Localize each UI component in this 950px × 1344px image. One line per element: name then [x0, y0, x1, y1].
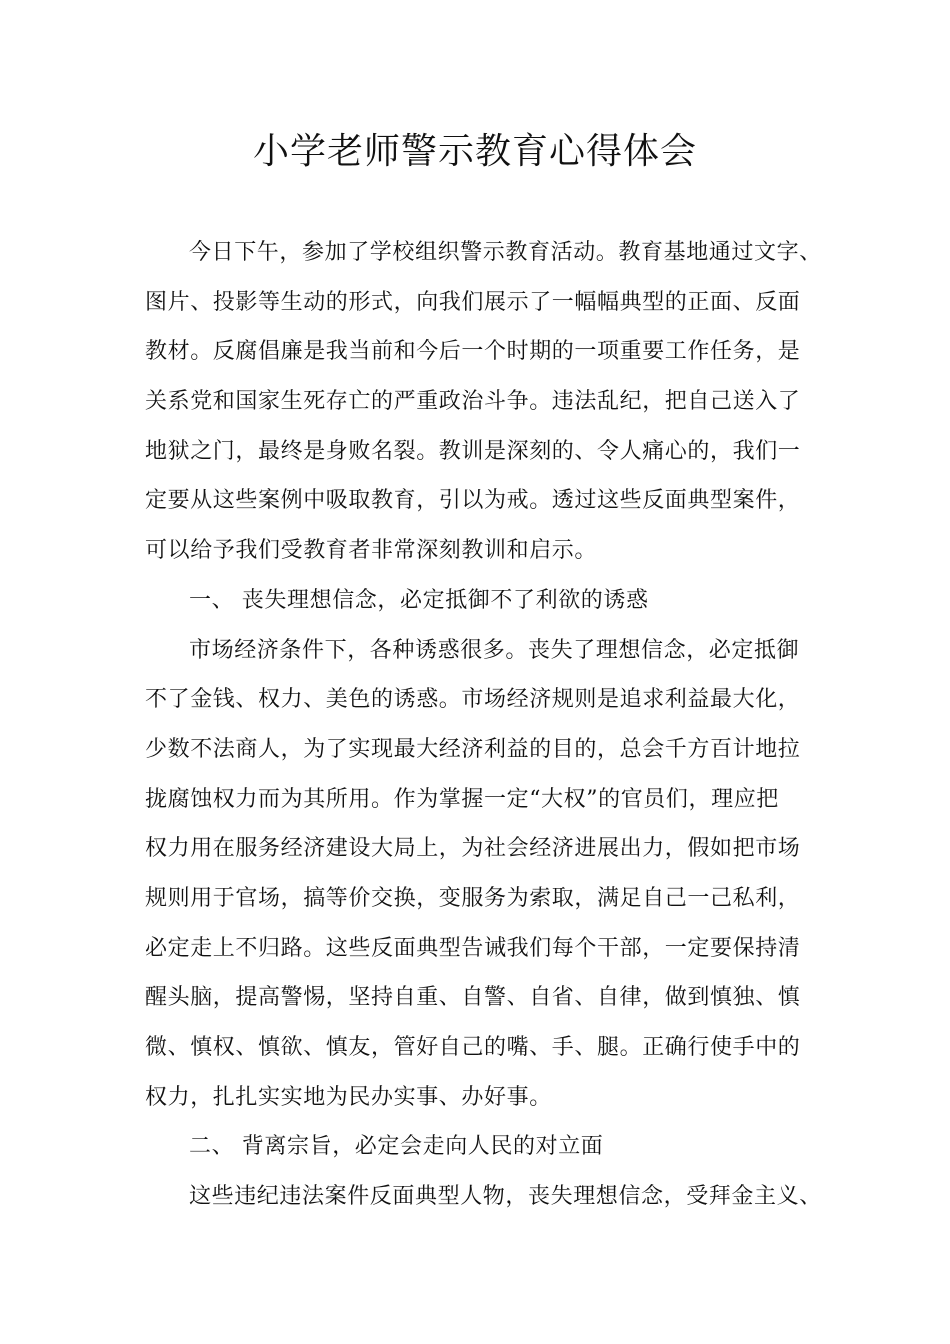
paragraph-line: 权力用在服务经济建设大局上，为社会经济进展出力，假如把市场	[145, 836, 801, 862]
paragraph-line: 地狱之门，最终是身败名裂。教训是深刻的、令人痛心的，我们一	[145, 438, 801, 464]
paragraph-line: 定要从这些案例中吸取教育，引以为戒。透过这些反面典型案件，	[145, 488, 801, 514]
paragraph-line: 拢腐蚀权力而为其所用。作为掌握一定“大权”的官员们，理应把	[145, 786, 779, 812]
paragraph-line: 这些违纪违法案件反面典型人物，丧失理想信念，受拜金主义、	[189, 1184, 822, 1210]
paragraph-line: 规则用于官场，搞等价交换，变服务为索取，满足自己一己私利，	[145, 885, 801, 911]
section-heading-2: 二、 背离宗旨，必定会走向人民的对立面	[189, 1134, 604, 1160]
document-title: 小学老师警示教育心得体会	[252, 131, 697, 172]
paragraph-line: 不了金钱、权力、美色的诱惑。市场经济规则是追求利益最大化，	[145, 687, 801, 713]
paragraph-line: 关系党和国家生死存亡的严重政治斗争。违法乱纪，把自己送入了	[145, 389, 801, 415]
document-body	[145, 228, 825, 1222]
paragraph-line: 图片、投影等生动的形式，向我们展示了一幅幅典型的正面、反面	[145, 289, 801, 315]
paragraph-line: 今日下午，参加了学校组织警示教育活动。教育基地通过文字、	[189, 240, 822, 265]
section-heading-1: 一、 丧失理想信念，必定抵御不了利欲的诱惑	[189, 587, 649, 613]
paragraph-line: 教材。反腐倡廉是我当前和今后一个时期的一项重要工作任务，是	[145, 339, 801, 365]
paragraph-line: 可以给予我们受教育者非常深刻教训和启示。	[145, 538, 598, 564]
paragraph-line: 少数不法商人，为了实现最大经济利益的目的，总会千方百计地拉	[145, 736, 801, 762]
paragraph-line: 醒头脑，提高警惕，坚持自重、自警、自省、自律，做到慎独、慎	[145, 985, 801, 1011]
paragraph-line: 市场经济条件下，各种诱惑很多。丧失了理想信念，必定抵御	[189, 637, 800, 663]
paragraph-line: 权力，扎扎实实地为民办实事、办好事。	[145, 1084, 552, 1110]
paragraph-line: 必定走上不归路。这些反面典型告诫我们每个干部，一定要保持清	[145, 935, 801, 961]
paragraph-line: 微、慎权、慎欲、慎友，管好自己的嘴、手、腿。正确行使手中的	[145, 1035, 801, 1060]
